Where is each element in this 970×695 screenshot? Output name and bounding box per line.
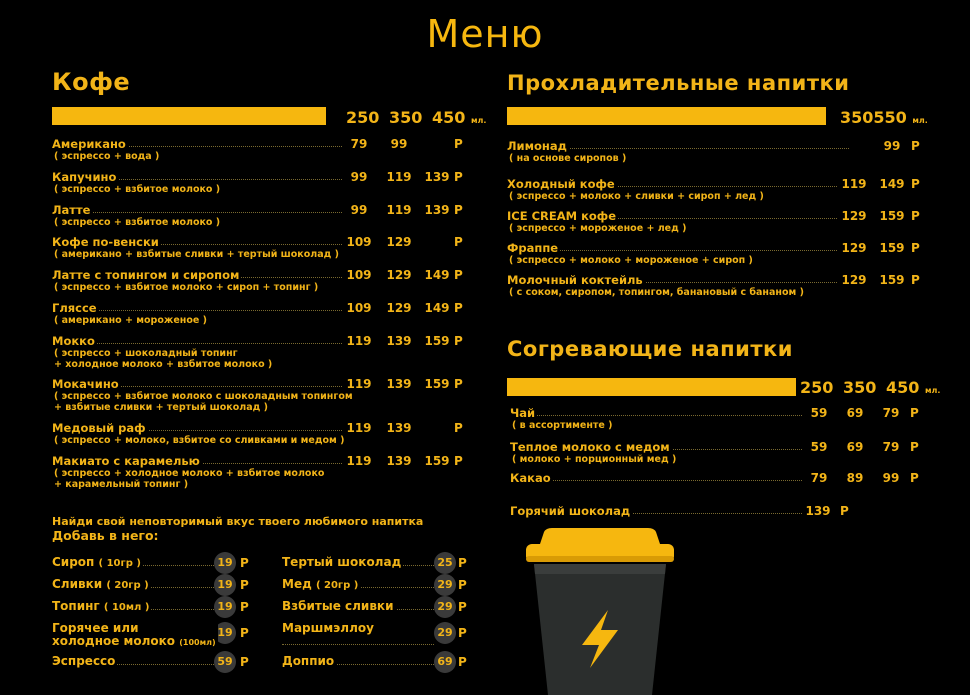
- addition-note: ( 10мл ): [103, 602, 150, 613]
- addition-price-circle: 25: [434, 552, 456, 574]
- warm-item-row: [510, 471, 930, 485]
- warm-item-price: 79: [874, 406, 908, 420]
- addition-price-circle: 59: [214, 651, 236, 673]
- coffee-item-currency: Р: [454, 377, 463, 391]
- warm-item-row: [510, 440, 930, 454]
- cold-item-price: 119: [837, 177, 871, 191]
- cold-size-350: 350: [840, 108, 874, 127]
- coffee-item-desc: ( американо + взбитые сливки + тертый шоколад ): [54, 249, 339, 260]
- warm-unit: мл.: [924, 386, 941, 395]
- warm-item-price: 59: [802, 406, 836, 420]
- coffee-item-price: 149: [420, 268, 454, 282]
- addition-name: [282, 600, 396, 613]
- coffee-item-row: [52, 377, 472, 391]
- cold-item-row: [507, 273, 927, 287]
- addition-label: Сливки: [52, 577, 103, 591]
- coffee-item-currency: Р: [454, 334, 463, 348]
- cold-item-price: 159: [875, 273, 909, 287]
- page-title: Меню: [426, 12, 544, 56]
- coffee-heading: Кофе: [52, 68, 131, 96]
- coffee-item-price: 119: [342, 454, 376, 468]
- cold-item-price: 159: [875, 241, 909, 255]
- coffee-item-desc: ( эспрессо + взбитое молоко + сироп + топинг ): [54, 282, 319, 293]
- warm-item-price: 99: [874, 471, 908, 485]
- addition-currency: Р: [240, 600, 249, 614]
- coffee-item-name: Кофе по-венски: [52, 235, 159, 249]
- coffee-item-price: 99: [342, 170, 376, 184]
- coffee-item-desc: ( эспрессо + взбитое молоко ): [54, 217, 221, 228]
- addition-price-circle: 19: [214, 622, 236, 644]
- coffee-item-price: 119: [382, 203, 416, 217]
- warm-bar: [507, 378, 796, 396]
- hot-chocolate-row: [510, 504, 850, 518]
- coffee-item-price: 149: [420, 301, 454, 315]
- cold-item-desc: ( эспрессо + мороженое + лед ): [509, 223, 687, 234]
- warm-item-price: 69: [838, 406, 872, 420]
- coffee-item-price: 99: [382, 137, 416, 151]
- leader-dots: [510, 415, 808, 416]
- addition-name: [52, 622, 218, 649]
- warm-item-price: 89: [838, 471, 872, 485]
- addition-name: [282, 556, 403, 569]
- cold-item-name: ICE CREAM кофе: [507, 209, 616, 223]
- coffee-item-price: 159: [420, 377, 454, 391]
- warm-heading: Согревающие напитки: [507, 337, 793, 361]
- coffee-item-row: [52, 421, 472, 435]
- coffee-item-currency: Р: [454, 301, 463, 315]
- addition-name: [52, 655, 117, 668]
- cold-item-price: 149: [875, 177, 909, 191]
- coffee-sizes: [346, 108, 486, 127]
- coffee-item-desc: ( эспрессо + вода ): [54, 151, 160, 162]
- coffee-item-price: 159: [420, 334, 454, 348]
- warm-item-currency: Р: [910, 406, 919, 420]
- coffee-item-currency: Р: [454, 235, 463, 249]
- coffee-item-currency: Р: [454, 454, 463, 468]
- coffee-cup-illustration: [520, 528, 680, 695]
- cold-item-row: [507, 177, 927, 191]
- addition-price-circle: 29: [434, 596, 456, 618]
- cold-item-row: [507, 209, 927, 223]
- cold-item-name: Холодный кофе: [507, 177, 615, 191]
- coffee-item-name: Капучино: [52, 170, 117, 184]
- warm-item-desc: ( молоко + порционный мед ): [512, 454, 677, 465]
- coffee-item-price: 99: [342, 203, 376, 217]
- addition-currency: Р: [458, 600, 467, 614]
- leader-dots: [52, 212, 352, 213]
- additions-tagline: Найди свой неповторимый вкус твоего любимого напитка: [52, 515, 424, 528]
- coffee-item-currency: Р: [454, 203, 463, 217]
- cold-item-price: 129: [837, 273, 871, 287]
- coffee-item-row: [52, 454, 472, 468]
- addition-name: [52, 600, 151, 614]
- coffee-item-price: 139: [420, 170, 454, 184]
- coffee-item-price: 79: [342, 137, 376, 151]
- cold-item-price: 99: [875, 139, 909, 153]
- cold-item-currency: Р: [911, 273, 920, 287]
- addition-price-circle: 19: [214, 596, 236, 618]
- cold-item-currency: Р: [911, 139, 920, 153]
- coffee-item-price: 139: [382, 377, 416, 391]
- addition-label: Горячее или холодное молоко: [52, 621, 176, 648]
- coffee-item-row: [52, 203, 472, 217]
- cold-heading: Прохладительные напитки: [507, 71, 850, 95]
- warm-item-currency: Р: [910, 471, 919, 485]
- coffee-item-desc: ( эспрессо + молоко, взбитое со сливками и медом ): [54, 435, 345, 446]
- coffee-item-desc: ( американо + мороженое ): [54, 315, 207, 326]
- coffee-item-currency: Р: [454, 421, 463, 435]
- addition-label: Мед: [282, 577, 312, 591]
- coffee-item-desc: ( эспрессо + взбитое молоко ): [54, 184, 221, 195]
- coffee-item-currency: Р: [454, 170, 463, 184]
- coffee-item-price: 119: [342, 334, 376, 348]
- warm-size-250: 250: [800, 378, 834, 397]
- cold-item-desc: ( эспрессо + молоко + мороженое + сироп ): [509, 255, 753, 266]
- leader-dots: [510, 480, 808, 481]
- addition-currency: Р: [458, 556, 467, 570]
- cold-item-currency: Р: [911, 241, 920, 255]
- coffee-item-price: 139: [420, 203, 454, 217]
- warm-size-350: 350: [842, 378, 877, 397]
- warm-item-price: 59: [802, 440, 836, 454]
- coffee-item-price: 139: [382, 421, 416, 435]
- coffee-item-name: Американо: [52, 137, 126, 151]
- hot-chocolate-name: Горячий шоколад: [510, 504, 631, 518]
- addition-label: Тертый шоколад: [282, 555, 402, 569]
- leader-dots: [52, 343, 352, 344]
- addition-currency: Р: [240, 626, 249, 640]
- coffee-item-name: Гляссе: [52, 301, 97, 315]
- cold-item-currency: Р: [911, 177, 920, 191]
- hot-chocolate-currency: Р: [840, 504, 849, 518]
- addition-label: Маршмэллоу: [282, 621, 374, 635]
- cold-item-price: 159: [875, 209, 909, 223]
- coffee-size-450: 450: [431, 108, 466, 127]
- warm-item-currency: Р: [910, 440, 919, 454]
- cold-item-name: Лимонад: [507, 139, 567, 153]
- addition-label: Доппио: [282, 654, 335, 668]
- addition-label: Сироп: [52, 555, 95, 569]
- coffee-item-price: 109: [342, 235, 376, 249]
- addition-currency: Р: [240, 655, 249, 669]
- addition-price-circle: 69: [434, 651, 456, 673]
- addition-price-circle: 19: [214, 574, 236, 596]
- addition-price-circle: 29: [434, 622, 456, 644]
- warm-item-price: 79: [802, 471, 836, 485]
- coffee-item-name: Латте: [52, 203, 91, 217]
- coffee-item-price: 129: [382, 301, 416, 315]
- addition-name: [282, 622, 376, 635]
- coffee-item-name: Латте с топингом и сиропом: [52, 268, 240, 282]
- coffee-item-row: [52, 334, 472, 348]
- addition-name: [282, 578, 360, 592]
- cold-item-row: [507, 139, 927, 153]
- addition-label: Топинг: [52, 599, 100, 613]
- coffee-unit: мл.: [470, 116, 487, 125]
- addition-currency: Р: [240, 556, 249, 570]
- warm-item-price: 69: [838, 440, 872, 454]
- cold-item-row: [507, 241, 927, 255]
- addition-price-circle: 19: [214, 552, 236, 574]
- additions-heading: Добавь в него:: [52, 528, 159, 543]
- warm-sizes: [800, 378, 940, 397]
- warm-item-desc: ( в ассортименте ): [512, 420, 613, 431]
- addition-name: [282, 655, 336, 668]
- cold-item-desc: ( на основе сиропов ): [509, 153, 627, 164]
- coffee-item-row: [52, 170, 472, 184]
- coffee-item-row: [52, 137, 472, 151]
- coffee-size-350: 350: [388, 108, 423, 127]
- warm-item-name: Какао: [510, 471, 551, 485]
- addition-name: [52, 578, 151, 592]
- coffee-item-currency: Р: [454, 268, 463, 282]
- coffee-item-price: 109: [342, 301, 376, 315]
- cold-sizes: [840, 108, 928, 127]
- coffee-item-price: 159: [420, 454, 454, 468]
- coffee-item-row: [52, 235, 472, 249]
- coffee-item-name: Макиато с карамелью: [52, 454, 200, 468]
- warm-size-450: 450: [885, 378, 920, 397]
- addition-name: [52, 556, 143, 570]
- coffee-item-desc: ( эспрессо + шоколадный топинг + холодное молоко + взбитое молоко ): [54, 348, 273, 370]
- coffee-item-row: [52, 301, 472, 315]
- coffee-item-name: Мокко: [52, 334, 95, 348]
- addition-note: ( 10гр ): [98, 558, 141, 569]
- cold-item-price: 129: [837, 209, 871, 223]
- coffee-bar: [52, 107, 326, 125]
- cold-item-name: Фраппе: [507, 241, 559, 255]
- cold-item-currency: Р: [911, 209, 920, 223]
- addition-label: Эспрессо: [52, 654, 116, 668]
- cold-item-name: Молочный коктейль: [507, 273, 643, 287]
- addition-note: ( 20гр ): [106, 580, 149, 591]
- leader-dots: [282, 644, 434, 645]
- addition-currency: Р: [458, 578, 467, 592]
- cold-item-desc: ( эспрессо + молоко + сливки + сироп + лед ): [509, 191, 764, 202]
- coffee-item-currency: Р: [454, 137, 463, 151]
- coffee-item-price: 129: [382, 268, 416, 282]
- cold-item-price: 129: [837, 241, 871, 255]
- coffee-item-price: 119: [342, 421, 376, 435]
- coffee-item-name: Медовый раф: [52, 421, 146, 435]
- cold-unit: мл.: [912, 116, 928, 125]
- coffee-size-250: 250: [346, 108, 380, 127]
- hot-chocolate-price: 139: [802, 504, 834, 518]
- addition-note: ( 20гр ): [315, 580, 359, 591]
- addition-price-circle: 29: [434, 574, 456, 596]
- coffee-item-price: 139: [382, 334, 416, 348]
- coffee-item-price: 109: [342, 268, 376, 282]
- addition-currency: Р: [458, 655, 467, 669]
- addition-label: Взбитые сливки: [282, 599, 394, 613]
- warm-item-name: Чай: [510, 406, 536, 420]
- cold-size-550: 550: [873, 108, 907, 127]
- addition-currency: Р: [240, 578, 249, 592]
- warm-item-row: [510, 406, 930, 420]
- coffee-item-price: 129: [382, 235, 416, 249]
- coffee-item-price: 139: [382, 454, 416, 468]
- cold-bar: [507, 107, 826, 125]
- coffee-item-desc: ( эспрессо + холодное молоко + взбитое молоко + карамельный топинг ): [54, 468, 325, 490]
- coffee-item-name: Мокачино: [52, 377, 119, 391]
- addition-note: (100мл): [179, 638, 216, 647]
- coffee-item-row: [52, 268, 472, 282]
- addition-currency: Р: [458, 626, 467, 640]
- coffee-item-price: 119: [382, 170, 416, 184]
- cold-item-desc: ( с соком, сиропом, топингом, банановый с бананом ): [509, 287, 804, 298]
- coffee-item-price: 119: [342, 377, 376, 391]
- coffee-item-desc: ( эспрессо + взбитое молоко с шоколадным топингом + взбитые сливки + тертый шоколад ): [54, 391, 353, 413]
- warm-item-name: Теплое молоко с медом: [510, 440, 670, 454]
- warm-item-price: 79: [874, 440, 908, 454]
